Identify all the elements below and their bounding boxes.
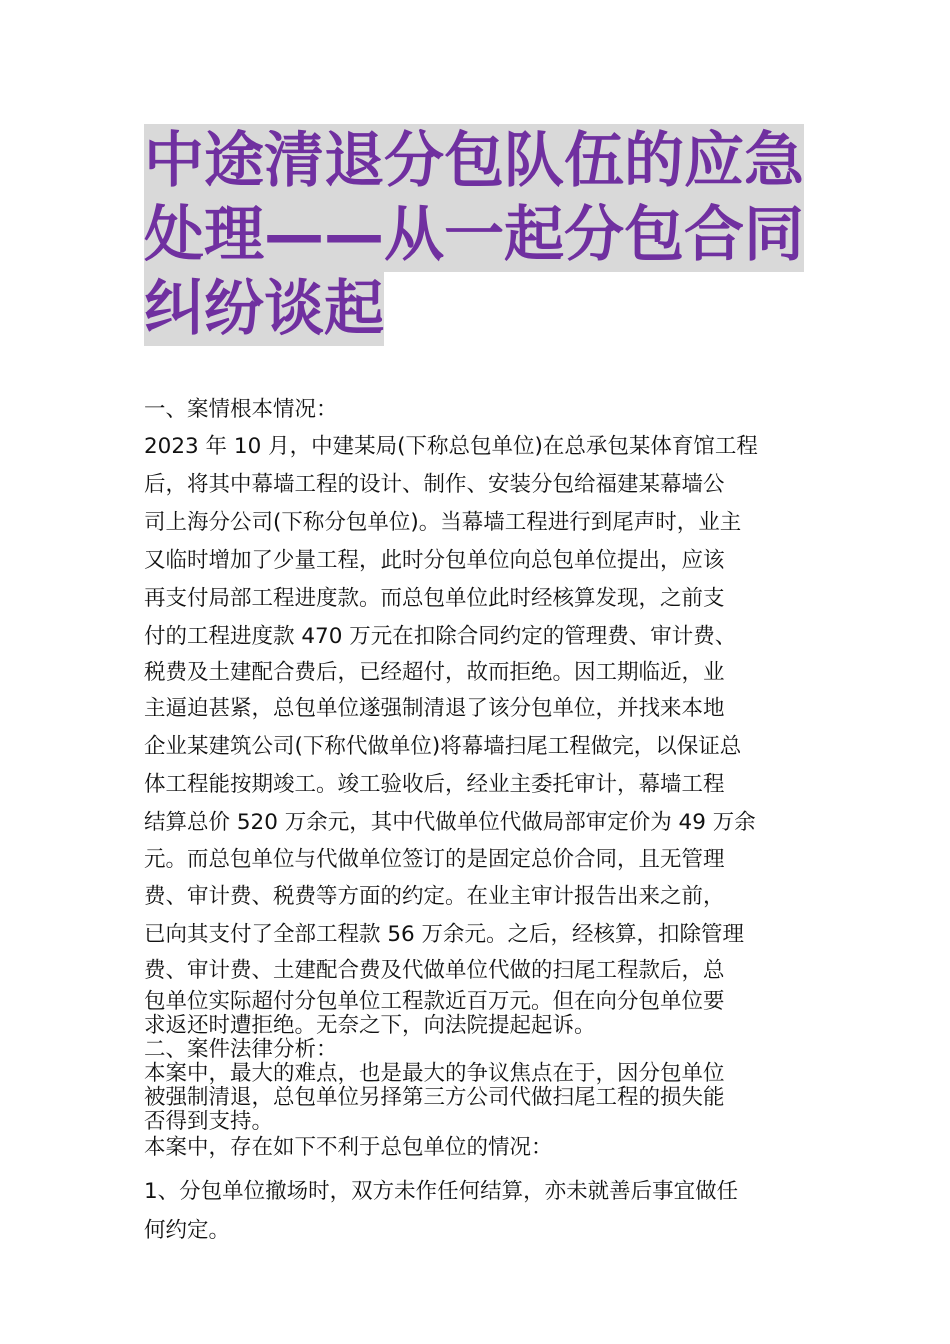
paragraph-line: 体工程能按期竣工。竣工验收后，经业主委托审计，幕墙工程 xyxy=(144,772,725,797)
paragraph-line: 何约定。 xyxy=(144,1218,231,1243)
title-line-text: 纠纷谈起 xyxy=(144,274,384,344)
paragraph-line: 2023 年 10 月，中建某局(下称总包单位)在总承包某体育馆工程 xyxy=(144,434,758,459)
title-line xyxy=(144,202,808,268)
paragraph-line: 企业某建筑公司(下称代做单位)将幕墙扫尾工程做完，以保证总 xyxy=(144,734,742,759)
section-heading: 一、案情根本情况： xyxy=(144,397,338,422)
title-line-text: 处理——从一起分包合同 xyxy=(144,200,804,270)
paragraph-line: 结算总价 520 万余元，其中代做单位代做局部审定价为 49 万余 xyxy=(144,810,756,835)
paragraph-line: 费、审计费、税费等方面的约定。在业主审计报告出来之前， xyxy=(144,884,725,909)
title-line-text: 中途清退分包队伍的应急 xyxy=(144,126,804,196)
section-heading: 二、案件法律分析： xyxy=(144,1037,338,1062)
paragraph-line: 费、审计费、土建配合费及代做单位代做的扫尾工程款后，总 xyxy=(144,958,725,983)
document-body xyxy=(144,392,810,1250)
paragraph-line: 求返还时遭拒绝。无奈之下，向法院提起起诉。 xyxy=(144,1013,596,1038)
paragraph-line: 付的工程进度款 470 万元在扣除合同约定的管理费、审计费、 xyxy=(144,624,737,649)
paragraph-line: 本案中，最大的难点，也是最大的争议焦点在于，因分包单位 xyxy=(144,1061,725,1086)
paragraph-line: 元。而总包单位与代做单位签订的是固定总价合同，且无管理 xyxy=(144,847,725,872)
paragraph-line: 又临时增加了少量工程，此时分包单位向总包单位提出，应该 xyxy=(144,548,725,573)
paragraph-line: 司上海分公司(下称分包单位)。当幕墙工程进行到尾声时，业主 xyxy=(144,510,742,535)
paragraph-line: 包单位实际超付分包单位工程款近百万元。但在向分包单位要 xyxy=(144,989,725,1014)
document-title xyxy=(144,128,808,350)
paragraph-line: 被强制清退，总包单位另择第三方公司代做扫尾工程的损失能 xyxy=(144,1085,725,1110)
title-line xyxy=(144,276,808,342)
paragraph-line: 再支付局部工程进度款。而总包单位此时经核算发现，之前支 xyxy=(144,586,725,611)
paragraph-line: 否得到支持。 xyxy=(144,1109,274,1134)
paragraph-line: 后，将其中幕墙工程的设计、制作、安装分包给福建某幕墙公 xyxy=(144,472,725,497)
paragraph-line: 主逼迫甚紧，总包单位遂强制清退了该分包单位，并找来本地 xyxy=(144,696,725,721)
title-line xyxy=(144,128,808,194)
paragraph-line: 1、分包单位撤场时，双方未作任何结算，亦未就善后事宜做任 xyxy=(144,1179,739,1204)
paragraph-line: 本案中，存在如下不利于总包单位的情况： xyxy=(144,1135,553,1160)
paragraph-line: 已向其支付了全部工程款 56 万余元。之后，经核算，扣除管理 xyxy=(144,922,745,947)
paragraph-line: 税费及土建配合费后，已经超付，故而拒绝。因工期临近，业 xyxy=(144,660,725,685)
